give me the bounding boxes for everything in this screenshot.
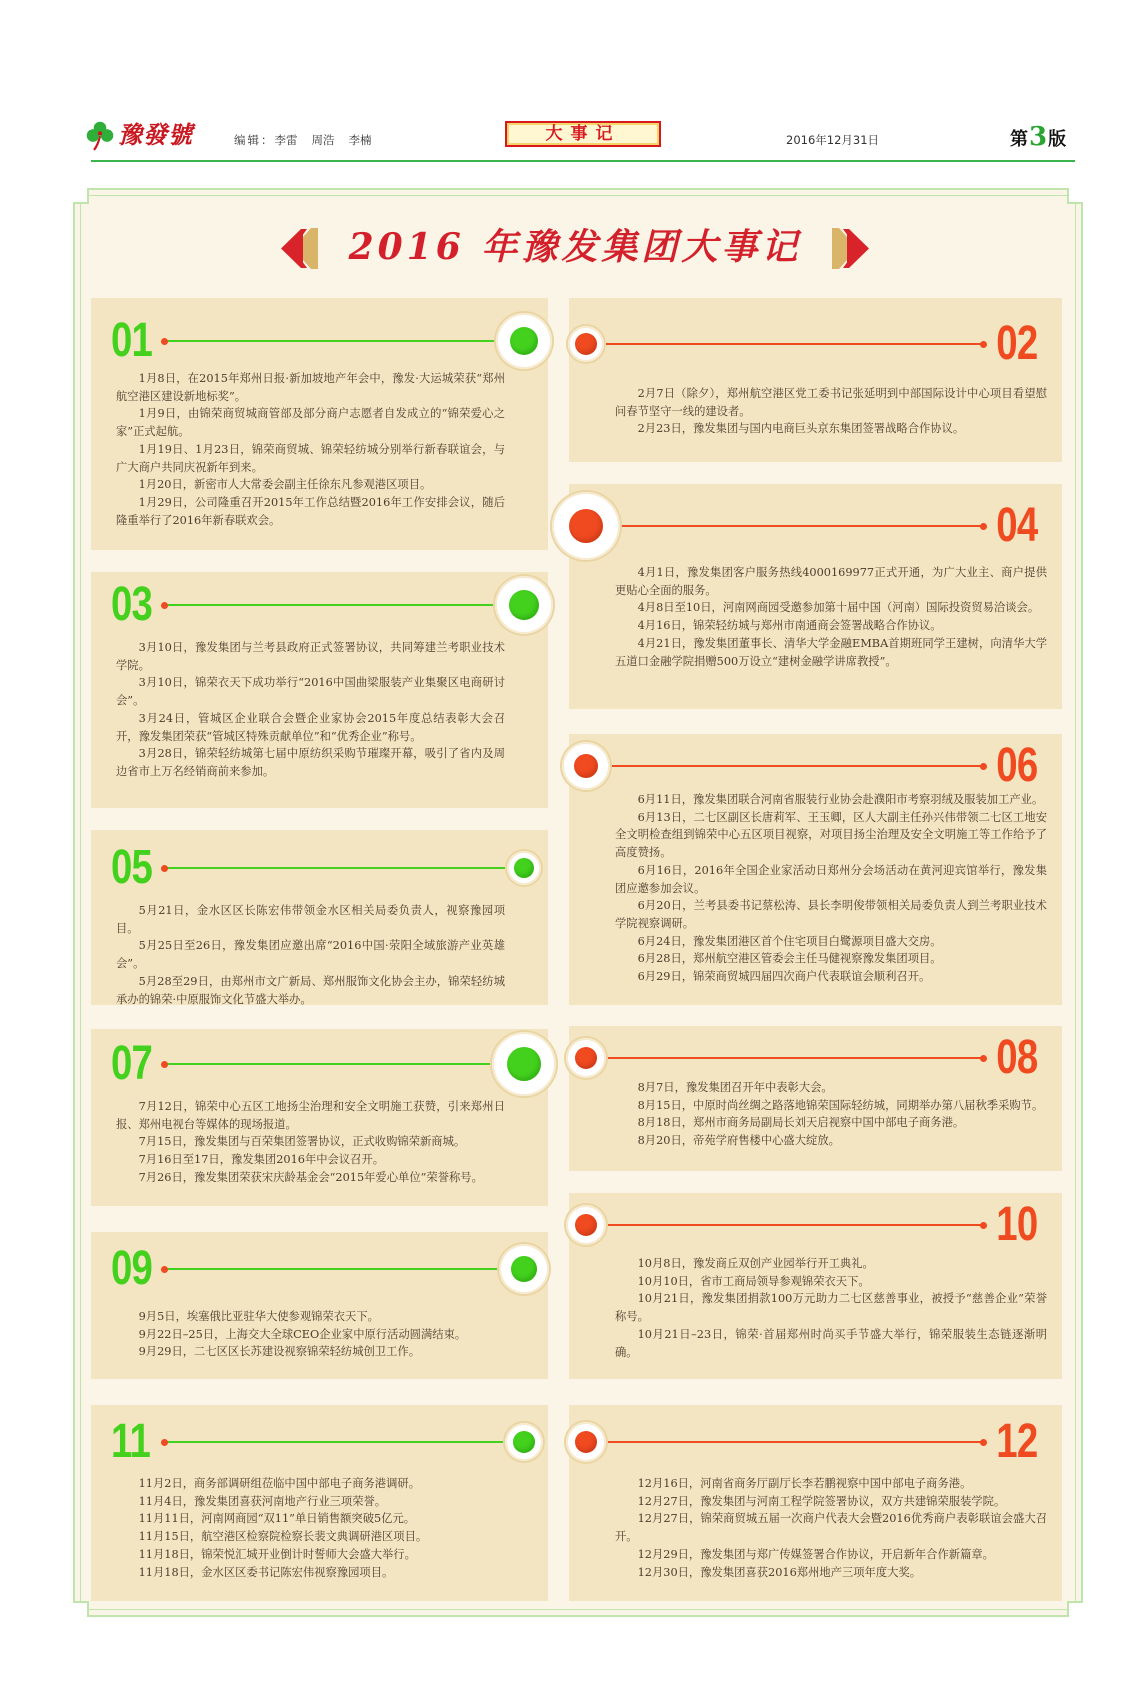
event-item: 7月12日，锦荣中心五区工地扬尘治理和安全文明施工获赞，引来郑州日报、郑州电视台等媒体的现场报道。: [116, 1100, 505, 1131]
event-item: 1月20日，新密市人大常委会副主任徐东凡参观港区项目。: [138, 478, 432, 492]
event-item: 3月10日，豫发集团与兰考县政府正式签署协议，共同筹建兰考职业技术学院。: [116, 641, 505, 672]
event-item: 7月15日，豫发集团与百荣集团签署协议，正式收购锦荣新商城。: [138, 1135, 466, 1149]
event-list: [116, 1475, 505, 1581]
event-item: 1月8日，在2015年郑州日报·新加坡地产年会中，豫发·大运城荣获“郑州航空港区建设新地标奖”。: [116, 372, 505, 403]
event-list: [615, 564, 1047, 670]
section-title: 大事记: [545, 124, 621, 144]
event-item: 6月29日，锦荣商贸城四届四次商户代表联谊会顺利召开。: [637, 970, 931, 984]
event-item: 5月21日，金水区区长陈宏伟带领金水区相关局委负责人，视察豫园项目。: [116, 904, 505, 935]
header-divider: [91, 160, 1075, 162]
timeline-node: [492, 1032, 556, 1096]
timeline-line: [164, 340, 494, 342]
event-item: 11月18日，金水区区委书记陈宏伟视察豫园项目。: [138, 1565, 394, 1579]
timeline-node: [552, 492, 620, 560]
month-panel-12: [569, 1405, 1062, 1601]
editor-name: 周浩: [311, 133, 335, 147]
event-item: 6月11日，豫发集团联合河南省服装行业协会赴濮阳市考察羽绒及服装加工产业。: [637, 793, 1044, 806]
timeline-line: [612, 765, 983, 767]
month-number: 06: [995, 739, 1037, 792]
event-item: 10月21日–23日，锦荣·首届郑州时尚买手节盛大举行，锦荣服装生态链逐渐明确。: [615, 1327, 1047, 1359]
event-list: [116, 902, 505, 1008]
page-suffix: 版: [1048, 129, 1067, 150]
event-list: [116, 370, 505, 529]
timeline-line: [606, 343, 983, 345]
event-list: [116, 1308, 505, 1361]
month-number: 05: [111, 841, 153, 894]
editors-line: [234, 132, 372, 148]
timeline-node: [507, 851, 541, 885]
timeline-node-core: [574, 754, 598, 778]
timeline-node-core: [509, 590, 539, 620]
event-item: 4月8日至10日，河南网商园受邀参加第十届中国（河南）国际投资贸易洽谈会。: [637, 601, 1040, 615]
month-number: 08: [995, 1031, 1037, 1084]
editors-label: 编辑：: [234, 133, 275, 147]
event-item: 12月29日，豫发集团与郑广传媒签署合作协议，开启新年合作新篇章。: [637, 1547, 994, 1561]
month-panel-04: [569, 484, 1062, 709]
event-item: 4月1日，豫发集团客户服务热线4000169977正式开通，为广大业主、商户提供更贴心全面的服务。: [615, 566, 1047, 597]
event-item: 8月20日，帝苑学府售楼中心盛大绽放。: [637, 1134, 840, 1148]
event-item: 11月11日，河南网商园“双11”单日销售额突破5亿元。: [138, 1512, 416, 1526]
section-title-box: [505, 121, 661, 147]
event-item: 9月5日，埃塞俄比亚驻华大使参观锦荣衣天下。: [138, 1310, 379, 1323]
month-number: 07: [111, 1037, 153, 1090]
event-item: 10月10日，省市工商局领导参观锦荣衣天下。: [637, 1274, 870, 1288]
clover-logo-icon: [86, 121, 114, 151]
timeline-node-core: [510, 327, 538, 355]
month-panel-05: [91, 830, 548, 1005]
timeline-dot: [980, 1222, 987, 1229]
timeline-node-core: [507, 1047, 541, 1081]
month-number: 09: [111, 1242, 153, 1295]
timeline-node: [495, 576, 553, 634]
timeline-line: [164, 604, 493, 606]
event-item: 2月7日（除夕），郑州航空港区党工委书记张延明到中部国际设计中心项目看望慰问春节坚守一线的建设者。: [615, 387, 1047, 418]
editor-name: 李楠: [348, 133, 372, 147]
event-item: 6月24日，豫发集团港区首个住宅项目白鹭源项目盛大交房。: [637, 934, 942, 948]
timeline-line: [608, 1224, 983, 1226]
timeline-dot: [980, 341, 987, 348]
event-item: 8月15日，中原时尚丝绸之路落地锦荣国际轻纺城，同期举办第八届秋季采购节。: [637, 1098, 1044, 1112]
timeline-node-core: [575, 333, 597, 355]
event-item: 1月9日，由锦荣商贸城商管部及部分商户志愿者自发成立的“锦荣爱心之家”正式起航。: [116, 407, 505, 439]
timeline-dot: [161, 1061, 168, 1068]
timeline-dot: [161, 1266, 168, 1273]
event-item: 4月21日，豫发集团董事长、清华大学金融EMBA首期班同学王建树，向清华大学五道口金融学院捐赠500万设立“建树金融学讲席教授”。: [615, 636, 1047, 668]
page-prefix: 第: [1010, 129, 1028, 150]
timeline-line: [608, 1441, 983, 1443]
event-item: 11月4日，豫发集团喜获河南地产行业三项荣誉。: [138, 1494, 387, 1508]
event-item: 9月22日–25日，上海交大全球CEO企业家中原行活动圆满结束。: [138, 1327, 467, 1341]
month-number: 01: [111, 314, 153, 367]
month-number: 03: [111, 578, 153, 631]
month-panel-03: [91, 572, 548, 808]
event-item: 12月30日，豫发集团喜获2016郑州地产三项年度大奖。: [637, 1565, 922, 1579]
timeline-node-core: [513, 1431, 535, 1453]
event-item: 6月13日，二七区副区长唐莉军、王玉卿，区人大副主任孙兴伟带领二七区工地安全文明检查组到锦荣中心五区项目视察，对项目扬尘治理及安全文明施工等工作给予了高度赞扬。: [615, 810, 1047, 860]
event-item: 5月25日至26日，豫发集团应邀出席“2016中国·荥阳全域旅游产业英雄会”。: [116, 939, 505, 971]
timeline-line: [164, 867, 505, 869]
month-panel-09: [91, 1232, 548, 1379]
logo-text: 豫發號: [118, 120, 193, 149]
event-item: 11月2日，商务部调研组莅临中国中部电子商务港调研。: [138, 1477, 420, 1490]
event-item: 3月28日，锦荣轻纺城第七届中原纺织采购节璀璨开幕，吸引了省内及周边省市上万名经销商前来参加。: [116, 747, 505, 778]
event-item: 8月7日，豫发集团召开年中表彰大会。: [637, 1081, 833, 1094]
frame-corner: [1067, 188, 1083, 204]
event-item: 7月26日，豫发集团荣获宋庆龄基金会“2015年爱心单位”荣誉称号。: [138, 1170, 483, 1184]
event-item: 8月18日，郑州市商务局副局长刘天启视察中国中部电子商务港。: [637, 1116, 965, 1130]
timeline-node-core: [575, 1047, 597, 1069]
page-number-value: 3: [1029, 122, 1048, 152]
event-item: 3月24日，管城区企业联合会暨企业家协会2015年度总结表彰大会召开，豫发集团荣获“管城区特殊贡献单位”和“优秀企业”称号。: [116, 711, 505, 743]
event-item: 12月16日，河南省商务厅副厅长李若鹏视察中国中部电子商务港。: [637, 1477, 972, 1490]
timeline-dot: [161, 865, 168, 872]
timeline-node: [566, 1205, 606, 1245]
month-number: 12: [995, 1415, 1037, 1468]
timeline-node: [568, 326, 604, 362]
timeline-node: [499, 1244, 549, 1294]
timeline-dot: [980, 523, 987, 530]
timeline-node-core: [575, 1431, 597, 1453]
event-list: [615, 1475, 1047, 1581]
timeline-dot: [980, 763, 987, 770]
event-list: [116, 639, 505, 781]
event-item: 7月16日至17日，豫发集团2016年中会议召开。: [138, 1153, 385, 1167]
event-item: 5月28至29日，由郑州市文广新局、郑州服饰文化协会主办，锦荣轻纺城承办的锦荣·中原服饰文化节盛大举办。: [116, 974, 505, 1006]
timeline-line: [164, 1063, 490, 1065]
month-number: 10: [995, 1198, 1037, 1251]
month-number: 02: [995, 317, 1037, 370]
event-list: [615, 1079, 1047, 1150]
event-item: 4月16日，锦荣轻纺城与郑州市南通商会签署战略合作协议。: [637, 619, 942, 633]
event-item: 1月19日、1月23日，锦荣商贸城、锦荣轻纺城分别举行新春联谊会，与广大商户共同庆祝新年到来。: [116, 442, 505, 474]
month-panel-02: [569, 298, 1062, 462]
month-panel-06: [569, 734, 1062, 1005]
issue-date: 2016年12月31日: [786, 133, 880, 147]
month-panel-07: [91, 1029, 548, 1206]
timeline-node: [566, 1038, 606, 1078]
event-item: 9月29日，二七区区长苏建设视察锦荣轻纺城创卫工作。: [138, 1345, 420, 1359]
timeline-dot: [980, 1439, 987, 1446]
timeline-node-core: [511, 1256, 537, 1282]
event-item: 10月21日，豫发集团捐款100万元助力二七区慈善事业，被授予“慈善企业”荣誉称号。: [615, 1292, 1047, 1324]
timeline-node-core: [575, 1214, 597, 1236]
timeline-dot: [161, 602, 168, 609]
month-number: 11: [111, 1415, 150, 1468]
event-item: 11月15日，航空港区检察院检察长裴文典调研港区项目。: [138, 1530, 428, 1544]
event-item: 11月18日，锦荣悦汇城开业倒计时誓师大会盛大举行。: [138, 1547, 416, 1561]
event-item: 12月27日，锦荣商贸城五届一次商户代表大会暨2016优秀商户表彰联谊会盛大召开。: [615, 1512, 1047, 1544]
right-arrow-icon: [832, 228, 869, 269]
event-item: 12月27日，豫发集团与河南工程学院签署协议，双方共建锦荣服装学院。: [637, 1494, 1006, 1508]
event-item: 6月28日，郑州航空港区管委会主任马健视察豫发集团项目。: [637, 952, 942, 966]
month-number: 04: [995, 499, 1037, 552]
timeline-dot: [980, 1055, 987, 1062]
timeline-node-core: [514, 858, 534, 878]
month-panel-01: [91, 298, 548, 550]
event-list: [116, 1098, 505, 1187]
logo: [86, 118, 206, 154]
left-arrow-icon: [281, 228, 318, 269]
timeline-node: [562, 742, 610, 790]
event-item: 3月10日，锦荣衣天下成功举行“2016中国曲梁服装产业集聚区电商研讨会”。: [116, 676, 505, 708]
event-list: [615, 1255, 1047, 1361]
event-list: [615, 385, 1047, 438]
event-item: 2月23日，豫发集团与国内电商巨头京东集团签署战略合作协议。: [637, 422, 965, 436]
frame-corner: [73, 188, 89, 204]
event-item: 1月29日，公司隆重召开2015年工作总结暨2016年工作安排会议，随后隆重举行了2016年新春联欢会。: [116, 495, 505, 527]
event-item: 6月20日，兰考县委书记蔡松涛、县长李明俊带领相关局委负责人到兰考职业技术学院视察调研。: [615, 899, 1047, 930]
event-list: [615, 791, 1047, 986]
timeline-line: [608, 1057, 983, 1059]
event-item: 6月16日，2016年全国企业家活动日郑州分会场活动在黄河迎宾馆举行，豫发集团应邀参加会议。: [615, 863, 1047, 895]
timeline-line: [622, 525, 983, 527]
month-panel-08: [569, 1026, 1062, 1171]
timeline-node-core: [569, 509, 603, 543]
timeline-line: [164, 1268, 497, 1270]
editor-name: 李雷: [274, 133, 298, 147]
timeline-node: [505, 1423, 543, 1461]
event-item: 10月8日，豫发商丘双创产业园举行开工典礼。: [637, 1257, 874, 1270]
timeline-node: [566, 1422, 606, 1462]
frame-corner: [1067, 1601, 1083, 1617]
timeline-dot: [161, 338, 168, 345]
timeline-line: [164, 1441, 503, 1443]
frame-corner: [73, 1601, 89, 1617]
timeline-dot: [161, 1439, 168, 1446]
page-number: [1010, 122, 1066, 155]
month-panel-11: [91, 1405, 548, 1601]
month-panel-10: [569, 1193, 1062, 1379]
timeline-node: [496, 313, 552, 369]
page-title: 2016 年豫发集团大事记: [348, 226, 802, 268]
